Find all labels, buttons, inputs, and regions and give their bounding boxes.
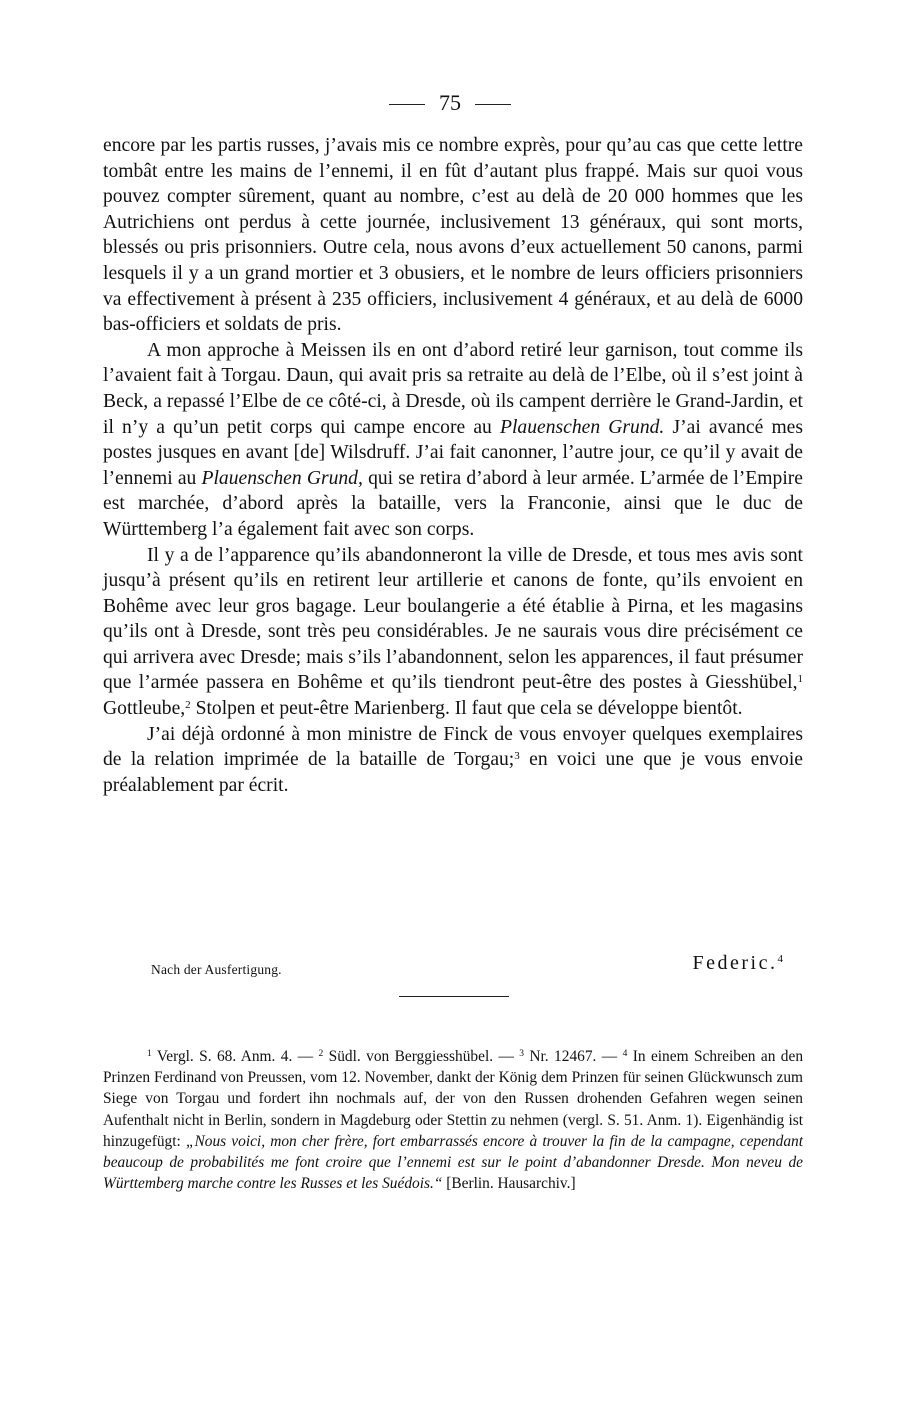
paragraph-2: [103, 338, 803, 543]
footnote-ref-1[interactable]: 1: [797, 673, 803, 686]
footnote-4-text: In einem Schreiben an den Prinzen Ferdinand von Preussen, vom 12. November, dankt der König dem Prinzen für seinen Glückwunsch zum Siege von Torgau und fordert ihn nochmals auf, der von den Russen drohenden Gefahren wegen seinen Aufenthalt nicht in Berlin, sondern in Magdeburg oder Stettin zu nehmen (vergl. S. 51. Anm. 1). Eigenhändig ist hinzugefügt:: [103, 1048, 804, 1150]
place-name-italic: Plauenschen Grund.: [500, 416, 665, 438]
paragraph-2-text-a: A mon approche à Meissen ils en ont d’abord retiré leur garnison, tout comme ils l’avaient fait à Torgau. Daun, qui avait pris sa retraite au delà de l’Elbe, où il s’est joint à Beck, a repassé l’Elbe de ce côté-ci, à Dresde, où ils campent derrière le Grand-Jardin, et il n’y a qu’un petit corps qui campe encore au: [103, 339, 803, 438]
footnote-1-text: Vergl. S. 68. Anm. 4. —: [156, 1048, 314, 1065]
footnote-block: [103, 1046, 803, 1194]
footnote-ref-4[interactable]: 4: [777, 953, 783, 965]
header-dash-left: [389, 104, 425, 105]
paragraph-3-text-a: Il y a de l’apparence qu’ils abandonneront la ville de Dresde, et tous mes avis sont jusqu’à présent qu’ils en retirent leur artillerie et canons de fonte, qu’ils envoient en Bohême avec leur gros bagage. Leur boulangerie a été établie à Pirna, et les magasins qu’ils ont à Dresde, sont très peu considérables. Je ne saurais vous dire précisément ce qui arrivera avec Dresde; mais s’ils l’abandonnent, selon les apparences, il faut présumer que l’armée passera en Bohême et qu’ils tiendront peut-être des postes à Giesshübel,: [103, 544, 803, 694]
paragraph-2-text-c: qui se retira d’abord à leur armée. L’armée de l’Empire est marchée, d’abord après la bataille, vers la Franconie, ainsi que le duc de Württemberg l’a également fait avec son corps.: [103, 467, 803, 540]
source-note: Nach der Ausfertigung.: [151, 962, 282, 977]
paragraph-1-text: encore par les partis russes, j’avais mis ce nombre exprès, pour qu’au cas que cette lettre tombât entre les mains de l’ennemi, il en fût d’autant plus frappé. Mais sur quoi vous pouvez compter sûrement, quant au nombre, c’est au delà de 20 000 hommes que les Autrichiens ont perdus à cette journée, inclusivement 13 généraux, qui sont morts, blessés ou pris prisonniers. Outre cela, nous avons d’eux actuellement 50 canons, parmi lesquels il y a un grand mortier et 3 obusiers, et le nombre de leurs officiers prisonniers va effectivement à présent à 235 officiers, inclusivement 4 généraux, et au delà de 6000 bas-officiers et soldats de pris.: [103, 135, 803, 336]
letter-closing: [103, 952, 803, 982]
footnote-ref-3[interactable]: 3: [514, 750, 520, 763]
page-header: [0, 88, 900, 118]
paragraph-4-text-a: J’ai déjà ordonné à mon ministre de Finck de vous envoyer quelques exemplaires de la relation imprimée de la bataille de Torgau;: [103, 723, 803, 771]
signature: [693, 952, 783, 975]
footnote-number-1: 1: [147, 1049, 152, 1059]
letter-body: [103, 133, 803, 798]
paragraph-4-text-b: en voici une que je vous envoie préalablement par écrit.: [103, 749, 803, 796]
page-number: 75: [439, 90, 461, 115]
footnote-number-2: 2: [318, 1049, 324, 1059]
paragraph-3-text-c: Stolpen et peut-être Marienberg. Il faut que cela se développe bientôt.: [195, 698, 743, 720]
paragraph-3-text-b: Gottleube,: [103, 698, 186, 720]
footnote-4-source: [Berlin. Hausarchiv.]: [446, 1175, 576, 1193]
footnotes: [103, 1046, 803, 1194]
header-dash-right: [475, 104, 511, 105]
paragraph-3: [103, 543, 803, 722]
footnote-number-4: 4: [622, 1049, 628, 1059]
signature-text: Federic.: [692, 952, 778, 974]
footnote-ref-2[interactable]: 2: [185, 699, 191, 712]
place-name-italic: Plauenschen Grund,: [201, 467, 363, 489]
footnote-2-text: Südl. von Berggiesshübel. —: [328, 1048, 514, 1065]
footnote-number-3: 3: [519, 1049, 525, 1059]
paragraph-2-text-b: J’ai avancé mes postes jusques en avant [de] Wilsdruff. J’ai fait canonner, l’autre jour, ce qu’il y avait de l’ennemi au: [103, 416, 804, 489]
footnote-4-quote: „Nous voici, mon cher frère, fort embarrassés encore à trouver la fin de la campagne, cependant beaucoup de probabilités me font croire que l’ennemi est sur le point d’abandonner Dresde. Mon neveu de Württemberg marche contre les Russes et les Suédois.“: [103, 1132, 803, 1193]
paragraph-1: [103, 133, 803, 338]
paragraph-4: [103, 722, 803, 799]
footnote-3-text: Nr. 12467. —: [529, 1048, 618, 1065]
footnote-divider: [399, 996, 509, 997]
